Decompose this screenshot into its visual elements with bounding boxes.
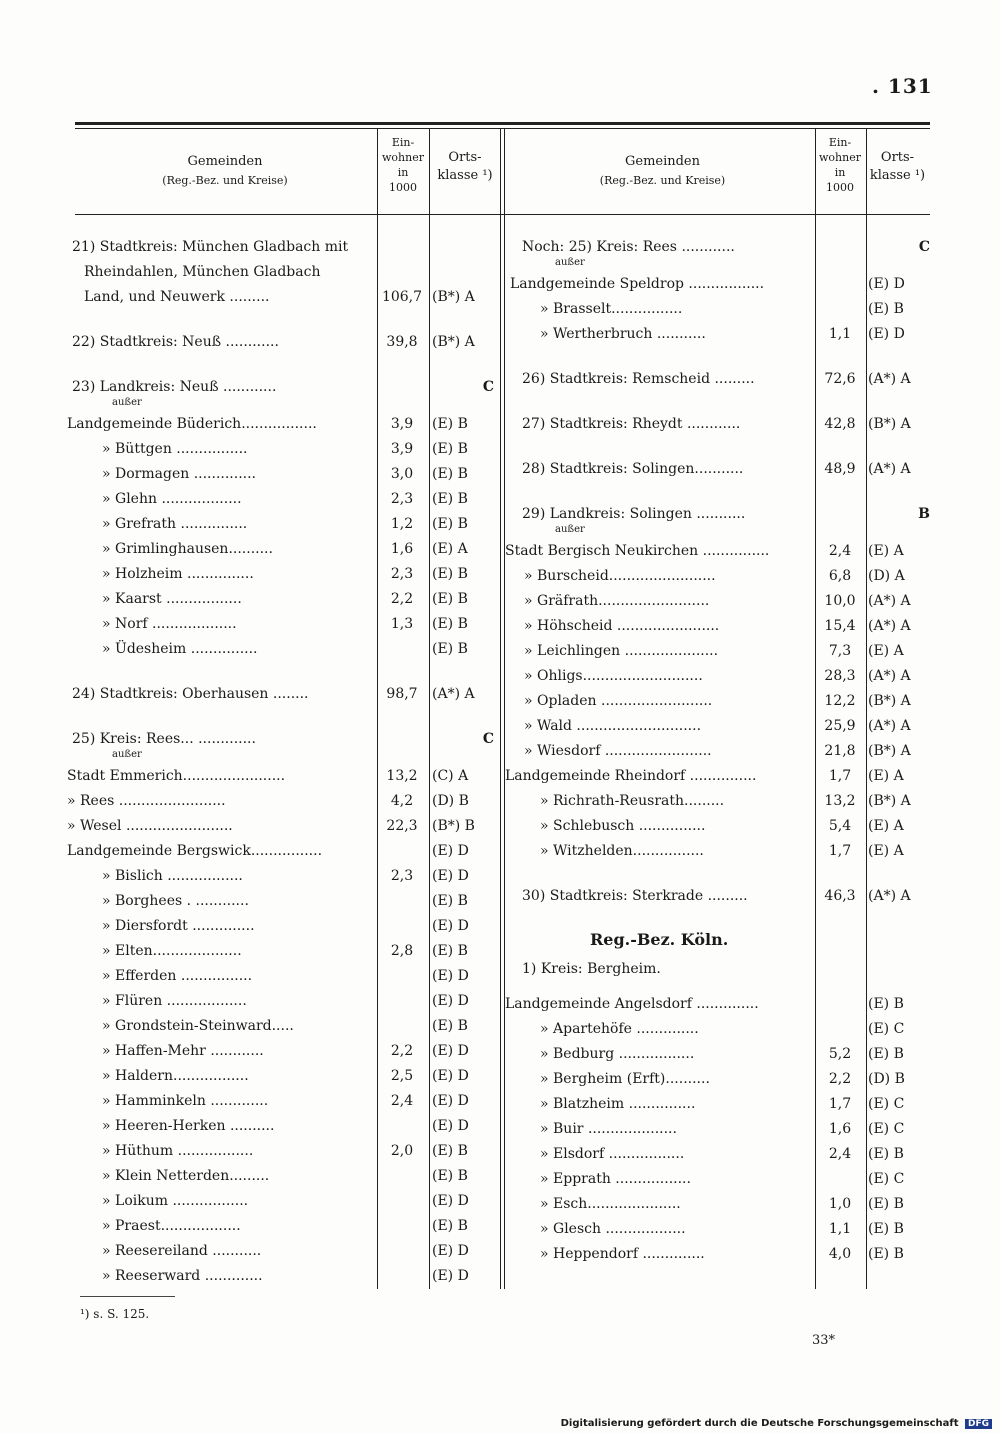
ortsklasse-value: C [482, 731, 494, 747]
table-row [510, 1018, 930, 1040]
table-row [510, 1118, 930, 1140]
table-row [72, 890, 497, 912]
header-einwohner-right: Ein- wohner in 1000 [819, 136, 861, 194]
ortsklasse-value: (E) B [868, 996, 904, 1012]
table-row [72, 1090, 497, 1112]
table-row [67, 765, 497, 787]
municipality-name: » Brasselt................ [540, 301, 683, 317]
population-value: 1,6 [828, 1121, 852, 1137]
col-line [500, 129, 501, 1289]
ortsklasse-value: (E) C [868, 1171, 905, 1187]
page-number: . 131 [872, 74, 933, 98]
population-value: 2,4 [828, 543, 852, 559]
population-value: 2,8 [390, 943, 414, 959]
population-value: 1,7 [828, 843, 852, 859]
header-rule [75, 214, 930, 215]
ortsklasse-value: (A*) A [868, 593, 911, 609]
municipality-name: » Wertherbruch ........... [540, 326, 706, 342]
ortsklasse-value: (E) D [868, 326, 905, 342]
population-value: 46,3 [824, 888, 856, 904]
municipality-name: » Bislich ................. [102, 868, 243, 884]
col-line [504, 129, 505, 1289]
municipality-name: 23) Landkreis: Neuß ............ [72, 379, 277, 395]
ortsklasse-value: (E) B [432, 1018, 468, 1034]
ortsklasse-value: (E) D [432, 868, 469, 884]
population-value: 5,4 [828, 818, 852, 834]
municipality-name: 28) Stadtkreis: Solingen........... [522, 461, 744, 477]
population-value: 2,2 [390, 591, 414, 607]
ortsklasse-value: C [482, 379, 494, 395]
ortsklasse-value: (E) A [868, 768, 904, 784]
municipality-name: » Dormagen .............. [102, 466, 256, 482]
population-value: 1,7 [828, 1096, 852, 1112]
table-row [72, 1115, 497, 1137]
ortsklasse-value: (E) B [868, 1046, 904, 1062]
ortsklasse-value: (E) D [868, 276, 905, 292]
municipality-name: » Leichlingen ..................... [524, 643, 719, 659]
table-row [72, 331, 497, 353]
population-value: 13,2 [386, 768, 418, 784]
municipality-name: 22) Stadtkreis: Neuß ............ [72, 334, 279, 350]
ortsklasse-value: (E) B [432, 591, 468, 607]
municipality-name: » Reesereiland ........... [102, 1243, 262, 1259]
ortsklasse-value: (D) B [868, 1071, 905, 1087]
table-row [72, 940, 497, 962]
table-row [72, 683, 497, 705]
municipality-name: » Norf ................... [102, 616, 237, 632]
ortsklasse-value: (E) B [432, 491, 468, 507]
municipality-name: » Haffen-Mehr ............ [102, 1043, 264, 1059]
population-value: 6,8 [828, 568, 852, 584]
ortsklasse-value: (E) B [868, 1146, 904, 1162]
table-row [510, 590, 930, 612]
table-row [510, 665, 930, 687]
municipality-name: 25) Kreis: Rees... ............. [72, 731, 256, 747]
population-value: 72,6 [824, 371, 856, 387]
ortsklasse-value: (E) D [432, 1043, 469, 1059]
table-row [72, 613, 497, 635]
municipality-name: 24) Stadtkreis: Oberhausen ........ [72, 686, 309, 702]
dfg-logo: DFG [965, 1419, 992, 1429]
municipality-name: Stadt Bergisch Neukirchen ............... [505, 543, 770, 559]
ortsklasse-value: (E) A [868, 818, 904, 834]
table-row [510, 1193, 930, 1215]
municipality-name: » Üdesheim ............... [102, 641, 258, 657]
ortsklasse-value: (E) B [432, 1143, 468, 1159]
municipality-name: » Hüthum ................. [102, 1143, 254, 1159]
ortsklasse-value: (E) B [432, 441, 468, 457]
population-value: 3,9 [390, 441, 414, 457]
municipality-name: » Elten.................... [102, 943, 242, 959]
table-row [510, 458, 930, 480]
ortsklasse-value: (E) C [868, 1121, 905, 1137]
table-row [510, 615, 930, 637]
ortsklasse-value: (E) B [868, 1246, 904, 1262]
municipality-name: Noch: 25) Kreis: Rees ............ [522, 239, 735, 255]
municipality-name: Landgemeinde Speldrop ................. [510, 276, 765, 292]
table-row [72, 1215, 497, 1237]
municipality-name: » Diersfordt .............. [102, 918, 255, 934]
municipality-name: » Ohligs........................... [524, 668, 703, 684]
ortsklasse-value: (A*) A [868, 371, 911, 387]
municipality-name: » Blatzheim ............... [540, 1096, 696, 1112]
table-row [67, 790, 497, 812]
population-value: 42,8 [824, 416, 856, 432]
table-row [72, 286, 497, 308]
table-row [510, 323, 930, 345]
ortsklasse-value: (A*) A [432, 686, 475, 702]
table-row [510, 958, 930, 980]
header-ortsklasse-right: Orts- klasse ¹) [869, 150, 926, 183]
ortsklasse-value: (E) A [868, 843, 904, 859]
population-value: 21,8 [824, 743, 856, 759]
table-row [67, 815, 497, 837]
municipality-name: » Büttgen ................ [102, 441, 248, 457]
population-value: 1,2 [390, 516, 414, 532]
table-row [72, 488, 497, 510]
table-row [510, 1143, 930, 1165]
population-value: 98,7 [386, 686, 418, 702]
ortsklasse-value: (E) D [432, 993, 469, 1009]
table-row [72, 236, 497, 258]
population-value: 5,2 [828, 1046, 852, 1062]
municipality-name: » Burscheid........................ [524, 568, 716, 584]
table-row [72, 513, 497, 535]
table-row [505, 540, 930, 562]
table-row [72, 1265, 497, 1287]
population-value: 4,0 [828, 1246, 852, 1262]
table-row [510, 1068, 930, 1090]
municipality-name: » Kaarst ................. [102, 591, 242, 607]
right-header [510, 129, 930, 214]
header-einwohner: Ein- wohner in 1000 [382, 136, 424, 194]
municipality-name: » Loikum ................. [102, 1193, 249, 1209]
population-value: 2,0 [390, 1143, 414, 1159]
ortsklasse-value: (E) B [432, 1218, 468, 1234]
ortsklasse-value: (E) D [432, 1193, 469, 1209]
table-row [72, 1165, 497, 1187]
top-rule [75, 122, 930, 125]
ausser-label: außer [112, 749, 142, 760]
municipality-name: » Heppendorf .............. [540, 1246, 705, 1262]
ortsklasse-value: (A*) A [868, 668, 911, 684]
population-value: 2,2 [390, 1043, 414, 1059]
ortsklasse-value: (E) D [432, 1268, 469, 1284]
ortsklasse-value: (A*) A [868, 461, 911, 477]
population-value: 2,4 [390, 1093, 414, 1109]
population-value: 4,2 [390, 793, 414, 809]
municipality-name: » Praest.................. [102, 1218, 241, 1234]
municipality-name: Landgemeinde Rheindorf ............... [505, 768, 757, 784]
ortsklasse-value: (E) A [432, 541, 468, 557]
ortsklasse-value: (B*) B [432, 818, 475, 834]
municipality-name: » Opladen ......................... [524, 693, 713, 709]
municipality-name: » Grimlinghausen.......... [102, 541, 273, 557]
ortsklasse-value: (E) D [432, 968, 469, 984]
municipality-name: Land, und Neuwerk ......... [84, 289, 270, 305]
table-row [510, 715, 930, 737]
municipality-name: » Haldern................. [102, 1068, 249, 1084]
signature-mark: 33* [812, 1333, 836, 1348]
ortsklasse-value: C [918, 239, 930, 255]
municipality-name: » Rees ........................ [67, 793, 226, 809]
ortsklasse-value: (A*) A [868, 618, 911, 634]
municipality-name: 21) Stadtkreis: München Gladbach mit [72, 239, 349, 255]
section-title: Reg.-Bez. Köln. [590, 930, 729, 949]
population-value: 2,5 [390, 1068, 414, 1084]
footnote: ¹) s. S. 125. [80, 1307, 150, 1321]
table-row [505, 993, 930, 1015]
table-row [72, 638, 497, 660]
population-value: 15,4 [824, 618, 856, 634]
municipality-name: » Glesch .................. [540, 1221, 686, 1237]
municipality-name: » Epprath ................. [540, 1171, 691, 1187]
table-row [72, 965, 497, 987]
ortsklasse-value: (B*) A [868, 693, 911, 709]
population-value: 1,7 [828, 768, 852, 784]
municipality-name: » Grefrath ............... [102, 516, 248, 532]
population-value: 1,6 [390, 541, 414, 557]
municipality-name: » Gräfrath......................... [524, 593, 710, 609]
population-value: 25,9 [824, 718, 856, 734]
ortsklasse-value: (E) B [432, 566, 468, 582]
table-row [510, 1218, 930, 1240]
population-value: 48,9 [824, 461, 856, 477]
municipality-name: » Witzhelden................ [540, 843, 704, 859]
population-value: 2,2 [828, 1071, 852, 1087]
municipality-name: » Reeserward ............. [102, 1268, 263, 1284]
municipality-name: » Borghees . ............ [102, 893, 249, 909]
municipality-name: » Efferden ................ [102, 968, 253, 984]
population-value: 2,3 [390, 566, 414, 582]
municipality-name: » Elsdorf ................. [540, 1146, 685, 1162]
population-value: 13,2 [824, 793, 856, 809]
ortsklasse-value: (E) C [868, 1096, 905, 1112]
municipality-name: 27) Stadtkreis: Rheydt ............ [522, 416, 741, 432]
header-sub: (Reg.-Bez. und Kreise) [162, 174, 288, 187]
table-row [72, 915, 497, 937]
table-row [72, 538, 497, 560]
population-value: 10,0 [824, 593, 856, 609]
population-value: 3,9 [390, 416, 414, 432]
header-gemeinden-right: Gemeinden [624, 154, 701, 169]
municipality-name: Landgemeinde Angelsdorf .............. [505, 996, 759, 1012]
table-row [72, 1190, 497, 1212]
municipality-name: Landgemeinde Bergswick................ [67, 843, 323, 859]
population-value: 22,3 [386, 818, 418, 834]
ortsklasse-value: (E) B [432, 1168, 468, 1184]
table-row [510, 413, 930, 435]
municipality-name: » Wiesdorf ........................ [524, 743, 712, 759]
ortsklasse-value: B [918, 506, 930, 522]
ortsklasse-value: (E) B [432, 516, 468, 532]
municipality-name: » Glehn .................. [102, 491, 242, 507]
footnote-rule [80, 1296, 175, 1297]
table-row [72, 865, 497, 887]
header-ortsklasse: Orts- klasse ¹) [437, 150, 493, 183]
municipality-name: » Wald ............................ [524, 718, 702, 734]
table-row [510, 236, 930, 258]
municipality-name: » Apartehöfe .............. [540, 1021, 699, 1037]
table-row [72, 376, 497, 398]
ortsklasse-value: (E) B [432, 416, 468, 432]
municipality-name: 29) Landkreis: Solingen ........... [522, 506, 746, 522]
table-row [510, 298, 930, 320]
municipality-name: » Wesel ........................ [67, 818, 233, 834]
ortsklasse-value: (E) D [432, 1118, 469, 1134]
ortsklasse-value: (E) B [432, 943, 468, 959]
ausser-label: außer [555, 524, 585, 535]
table-row [510, 740, 930, 762]
ortsklasse-value: (D) A [868, 568, 905, 584]
table-row [510, 1043, 930, 1065]
table-row [510, 1093, 930, 1115]
population-value: 39,8 [386, 334, 418, 350]
table-row [505, 765, 930, 787]
population-value: 1,1 [828, 1221, 852, 1237]
municipality-name: 30) Stadtkreis: Sterkrade ......... [522, 888, 748, 904]
ortsklasse-value: (A*) A [868, 718, 911, 734]
ortsklasse-value: (E) B [432, 466, 468, 482]
table-row [72, 1140, 497, 1162]
table-row [72, 463, 497, 485]
left-header [75, 129, 505, 214]
ortsklasse-value: (E) B [432, 616, 468, 632]
ortsklasse-value: (C) A [432, 768, 469, 784]
table-row [510, 690, 930, 712]
municipality-name: » Holzheim ............... [102, 566, 254, 582]
table-row [510, 790, 930, 812]
municipality-name: » Höhscheid ....................... [524, 618, 720, 634]
ortsklasse-value: (E) C [868, 1021, 905, 1037]
table-row [510, 503, 930, 525]
population-value: 1,3 [390, 616, 414, 632]
population-value: 28,3 [824, 668, 856, 684]
header-sub-right: (Reg.-Bez. und Kreise) [599, 174, 726, 187]
municipality-name: 26) Stadtkreis: Remscheid ......... [522, 371, 755, 387]
table-row [72, 1040, 497, 1062]
ortsklasse-value: (B*) A [868, 743, 911, 759]
population-value: 2,4 [828, 1146, 852, 1162]
table-row [510, 1168, 930, 1190]
ausser-label: außer [555, 257, 585, 268]
population-value: 12,2 [824, 693, 856, 709]
header-gemeinden: Gemeinden [187, 154, 263, 169]
municipality-name: » Klein Netterden......... [102, 1168, 270, 1184]
municipality-name: » Esch..................... [540, 1196, 681, 1212]
table-row [67, 840, 497, 862]
municipality-name: » Buir .................... [540, 1121, 677, 1137]
table-row [510, 840, 930, 862]
municipality-name: » Hamminkeln ............. [102, 1093, 269, 1109]
ortsklasse-value: (B*) A [432, 289, 475, 305]
municipality-name: » Bedburg ................. [540, 1046, 695, 1062]
table-row [72, 1065, 497, 1087]
ausser-label: außer [112, 397, 142, 408]
table-row [72, 728, 497, 750]
ortsklasse-value: (B*) A [868, 793, 911, 809]
table-row [72, 438, 497, 460]
ortsklasse-value: (B*) A [432, 334, 475, 350]
ortsklasse-value: (E) B [868, 301, 904, 317]
population-value: 7,3 [828, 643, 852, 659]
table-row [510, 1243, 930, 1265]
ortsklasse-value: (B*) A [868, 416, 911, 432]
ortsklasse-value: (E) A [868, 643, 904, 659]
ortsklasse-value: (E) B [432, 641, 468, 657]
population-value: 1,1 [828, 326, 852, 342]
ortsklasse-value: (E) D [432, 918, 469, 934]
municipality-name: Stadt Emmerich....................... [67, 768, 286, 784]
table-row [72, 1240, 497, 1262]
table-row [72, 1015, 497, 1037]
table-row [510, 565, 930, 587]
municipality-name: » Flüren .................. [102, 993, 247, 1009]
ortsklasse-value: (E) A [868, 543, 904, 559]
table-row [510, 640, 930, 662]
table-row [510, 273, 930, 295]
table-row [67, 413, 497, 435]
ortsklasse-value: (A*) A [868, 888, 911, 904]
table-row [72, 588, 497, 610]
ortsklasse-value: (E) D [432, 1068, 469, 1084]
municipality-name: » Richrath-Reusrath......... [540, 793, 725, 809]
municipality-name: » Heeren-Herken .......... [102, 1118, 275, 1134]
table-row [510, 368, 930, 390]
ortsklasse-value: (E) D [432, 1093, 469, 1109]
dfg-text: Digitalisierung gefördert durch die Deutsche Forschungsgemeinschaft [560, 1418, 959, 1429]
dfg-credit [561, 1418, 992, 1429]
table-row [72, 261, 497, 283]
population-value: 2,3 [390, 491, 414, 507]
table-row [72, 990, 497, 1012]
municipality-name: » Bergheim (Erft).......... [540, 1071, 710, 1087]
table-row [510, 815, 930, 837]
municipality-name: » Grondstein-Steinward..... [102, 1018, 294, 1034]
ortsklasse-value: (E) B [868, 1221, 904, 1237]
municipality-name: Rheindahlen, München Gladbach [84, 264, 321, 280]
ortsklasse-value: (E) B [868, 1196, 904, 1212]
population-value: 106,7 [381, 289, 423, 305]
population-value: 3,0 [390, 466, 414, 482]
municipality-name: Landgemeinde Büderich................. [67, 416, 317, 432]
population-value: 1,0 [828, 1196, 852, 1212]
municipality-name: » Schlebusch ............... [540, 818, 706, 834]
ortsklasse-value: (E) B [432, 893, 468, 909]
population-value: 2,3 [390, 868, 414, 884]
ortsklasse-value: (D) B [432, 793, 469, 809]
municipality-name: 1) Kreis: Bergheim. [522, 961, 661, 977]
table-row [510, 885, 930, 907]
ortsklasse-value: (E) D [432, 1243, 469, 1259]
ortsklasse-value: (E) D [432, 843, 469, 859]
table-row [72, 563, 497, 585]
